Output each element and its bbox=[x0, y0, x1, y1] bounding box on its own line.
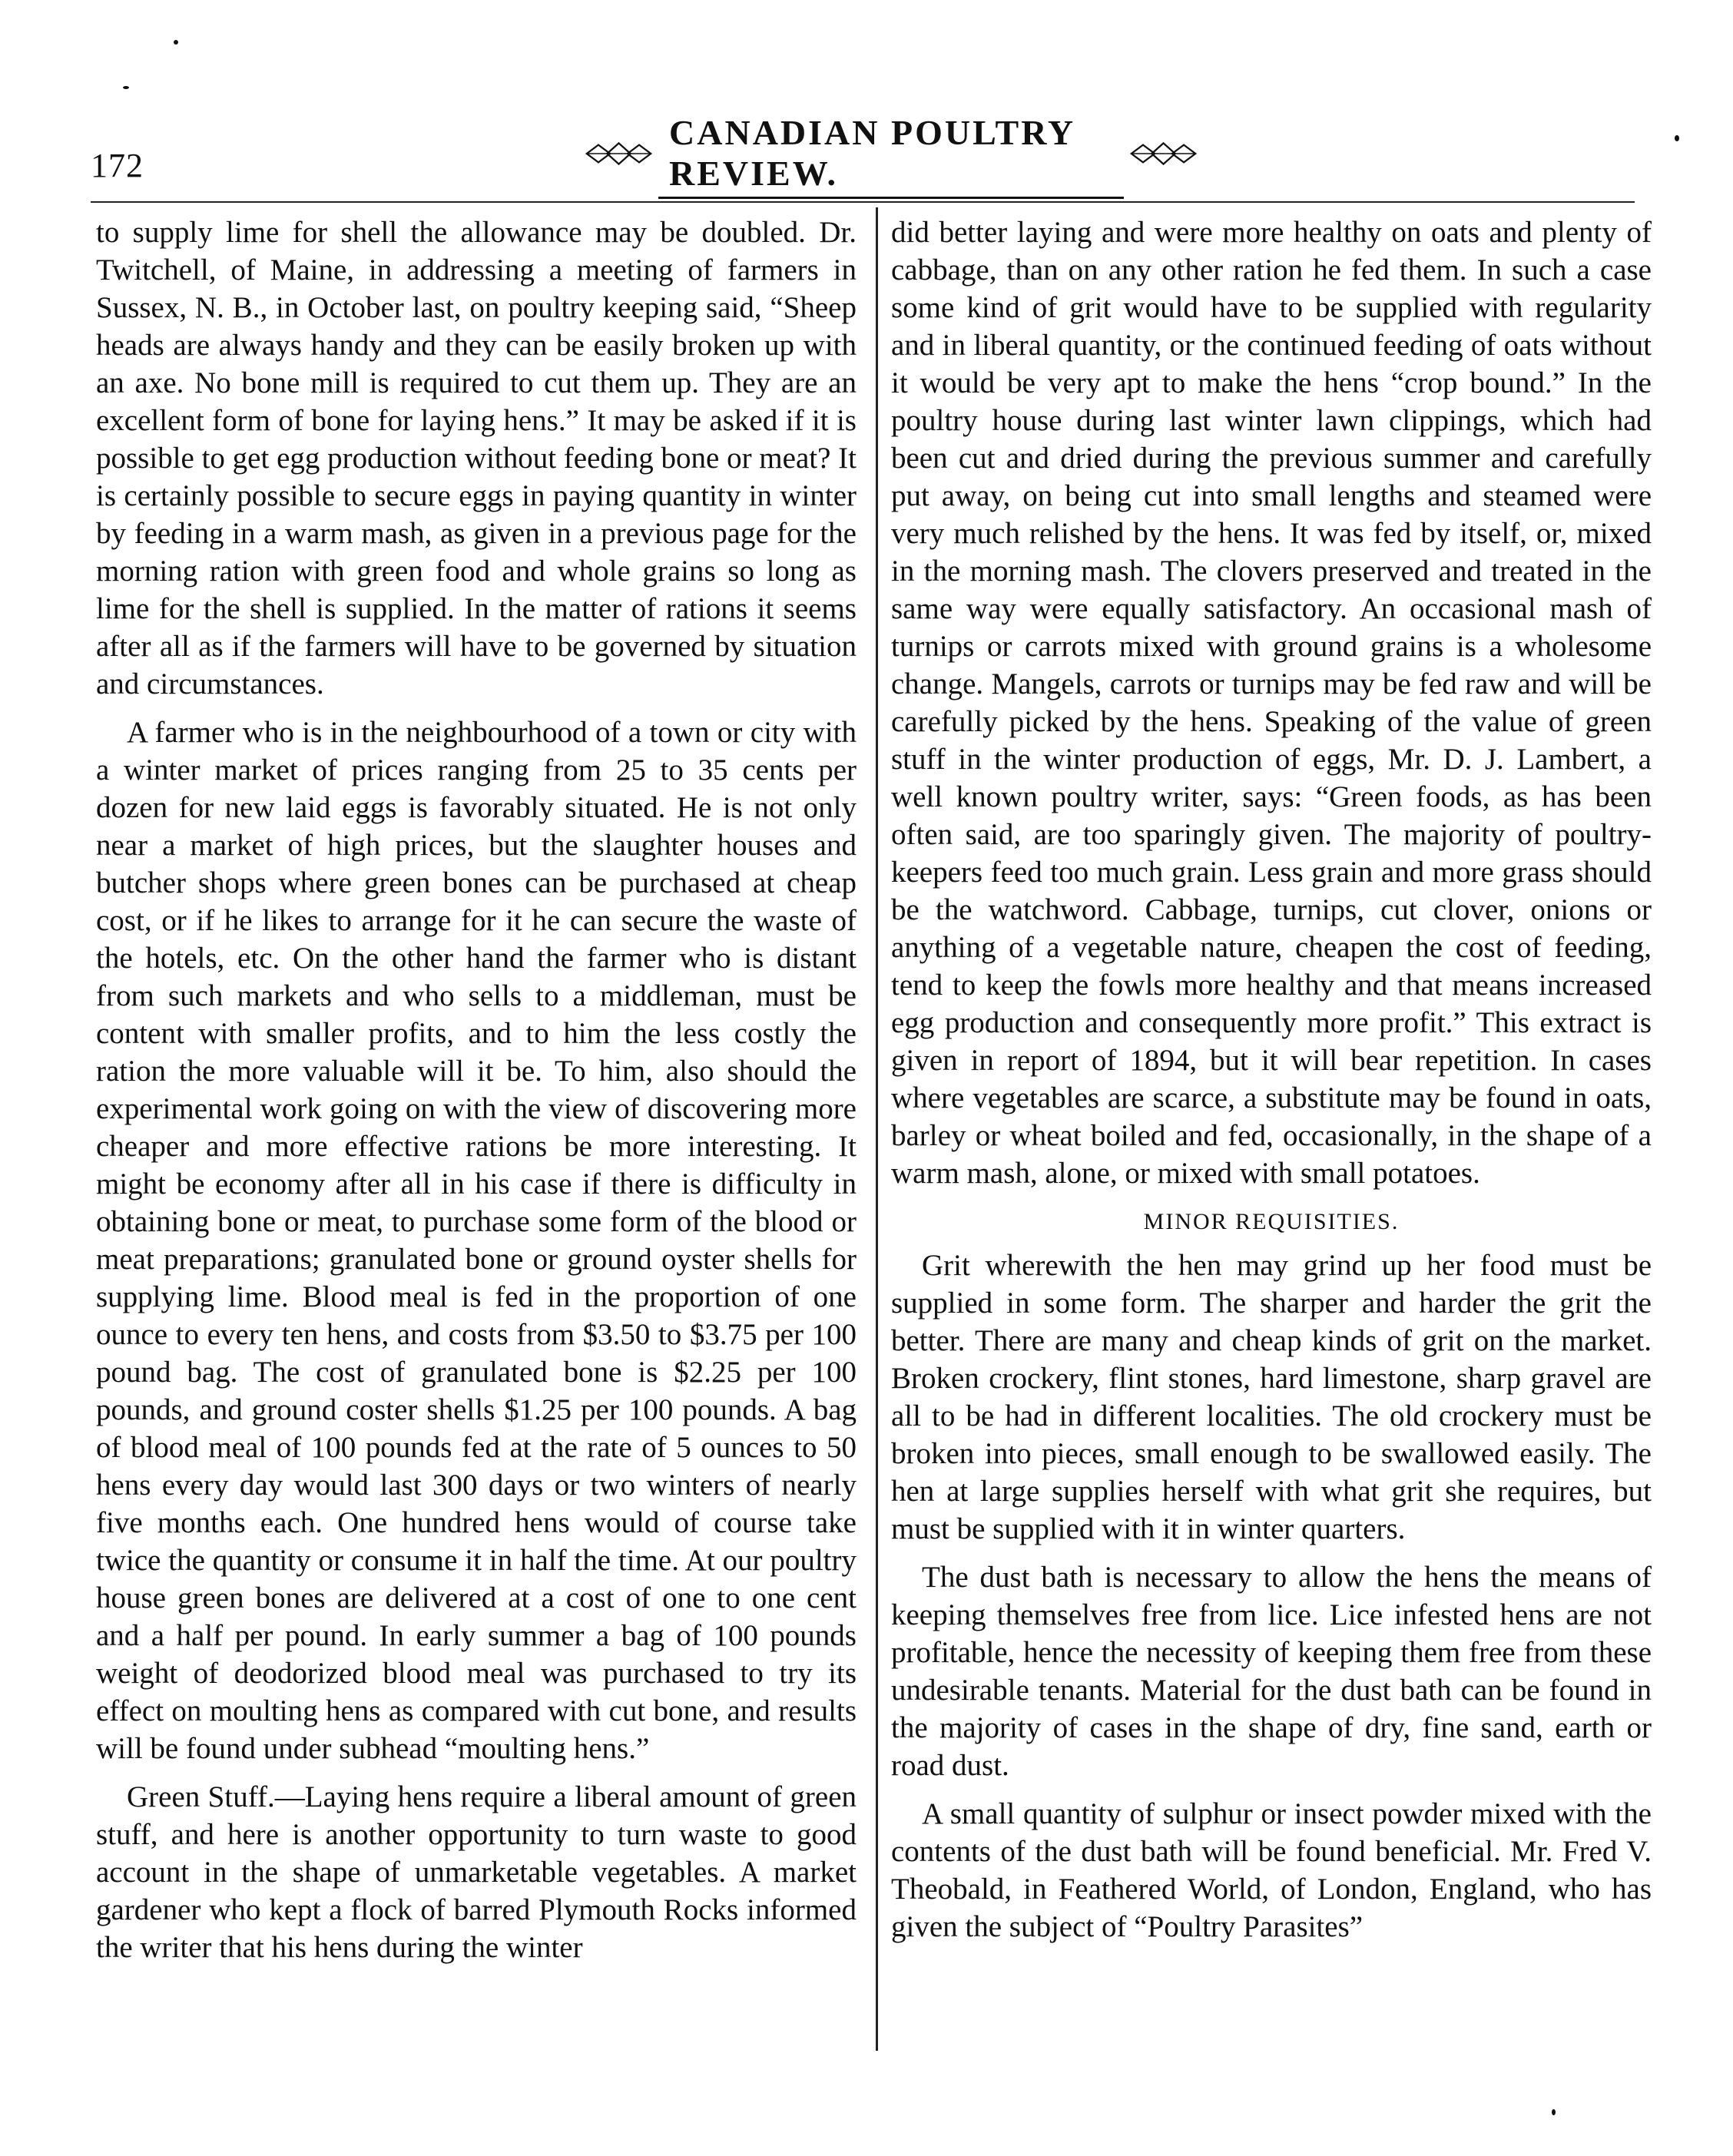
page-number: 172 bbox=[91, 147, 144, 184]
right-column bbox=[891, 214, 1652, 1956]
masthead-title: CANADIAN POULTRY REVIEW. bbox=[658, 109, 1124, 199]
right-paragraph-3: The dust bath is necessary to allow the hens the means of keeping themselves free from lice. Lice infested hens are not profitable, hence the necessity of keeping them free from these undesirable tenants. Material for the dust bath can be found in the majority of cases in the shape of dry, fine sand, earth or road dust. bbox=[891, 1561, 1652, 1782]
scan-speck bbox=[1552, 2109, 1556, 2115]
right-ornament-icon bbox=[1128, 131, 1198, 177]
header-rule bbox=[91, 201, 1635, 203]
right-paragraph-2: Grit wherewith the hen may grind up her food must be supplied in some form. The sharper and harder the grit the better. There are many and cheap kinds of grit on the market. Broken crockery, flint stones, hard limestone, sharp gravel are all to be had in different localities. The old crockery must be broken into pieces, small enough to be swallowed easily. The hen at large supplies herself with what grit she requires, but must be supplied with it in winter quarters. bbox=[891, 1249, 1652, 1545]
scan-speck bbox=[123, 86, 129, 89]
right-paragraph-4: A small quantity of sulphur or insect powder mixed with the contents of the dust bath will be found beneficial. Mr. Fred V. Theobald, in Feathered World, of London, England, who has given the subject of “Poultry Parasites” bbox=[891, 1797, 1652, 1943]
masthead bbox=[584, 112, 1198, 193]
column-divider bbox=[876, 207, 878, 2051]
right-paragraph-1: did better laying and were more healthy on oats and plenty of cabbage, than on any other ration he fed them. In such a case some kind of grit would have to be supplied with regularity and in liberal quantity, or the continued feeding of oats without it would be very apt to make the hens “crop bound.” In the poultry house during last winter lawn clippings, which had been cut and dried during the previous summer and carefully put away, on being cut into small lengths and steamed were very much relished by the hens. It was fed by itself, or, mixed in the morning mash. The clovers preserved and treated in the same way were equally satisfactory. An occasional mash of turnips or carrots mixed with ground grains is a wholesome change. Mangels, carrots or turnips may be fed raw and will be carefully picked by the hens. Speaking of the value of green stuff in the winter production of eggs, Mr. D. J. Lambert, a well known poultry writer, says: “Green foods, as has been often said, are too sparingly given. The majority of poultry-keepers feed too much grain. Less grain and more grass should be the watchword. Cabbage, turnips, cut clover, onions or anything of a vegetable nature, cheapen the cost of feeding, tend to keep the fowls more healthy and that means increased egg production and consequently more profit.” This extract is given in report of 1894, but it will bear repetition. In cases where vegetables are scarce, a substitute may be found in oats, barley or wheat boiled and fed, occasionally, in the shape of a warm mash, alone, or mixed with small potatoes. bbox=[891, 216, 1652, 1190]
left-column bbox=[96, 214, 857, 1977]
left-ornament-icon bbox=[584, 131, 654, 177]
left-paragraph-2: A farmer who is in the neighbourhood of a town or city with a winter market of prices ranging from 25 to 35 cents per dozen for new laid eggs is favorably situated. He is not only near a market of high prices, but the slaughter houses and butcher shops where green bones can be purchased at cheap cost, or if he likes to arrange for it he can secure the waste of the hotels, etc. On the other hand the farmer who is distant from such markets and who sells to a middleman, must be content with smaller profits, and to him the less costly the ration the more valuable will it be. To him, also should the experimental work going on with the view of discovering more cheaper and more effective rations be more interesting. It might be economy after all in his case if there is difficulty in obtaining bone or meat, to purchase some form of the blood or meat preparations; granulated bone or ground oyster shells for supplying lime. Blood meal is fed in the proportion of one ounce to every ten hens, and costs from $3.50 to $3.75 per 100 pound bag. The cost of granulated bone is $2.25 per 100 pounds, and ground coster shells $1.25 per 100 pounds. A bag of blood meal of 100 pounds fed at the rate of 5 ounces to 50 hens every day would last 300 days or two winters of nearly five months each. One hundred hens would of course take twice the quantity or consume it in half the time. At our poultry house green bones are delivered at a cost of one to one cent and a half per pound. In early summer a bag of 100 pounds weight of deodorized blood meal was purchased to try its effect on moulting hens as compared with cut bone, and results will be found under subhead “moulting hens.” bbox=[96, 716, 857, 1765]
left-paragraph-1: to supply lime for shell the allowance may be doubled. Dr. Twitchell, of Maine, in addressing a meeting of farmers in Sussex, N. B., in October last, on poultry keeping said, “Sheep heads are always handy and they can be easily broken up with an axe. No bone mill is required to cut them up. They are an excellent form of bone for laying hens.” It may be asked if it is possible to get egg production without feeding bone or meat? It is certainly possible to secure eggs in paying quantity in winter by feeding in a warm mash, as given in a previous page for the morning ration with green food and whole grains so long as lime for the shell is supplied. In the matter of rations it seems after all as if the farmers will have to be governed by situation and circumstances. bbox=[96, 216, 857, 700]
scan-speck bbox=[174, 40, 178, 45]
scan-speck bbox=[1675, 135, 1679, 141]
left-paragraph-3: Green Stuff.—Laying hens require a liberal amount of green stuff, and here is another opportunity to turn waste to good account in the shape of unmarketable vegetables. A market gardener who kept a flock of barred Plymouth Rocks informed the writer that his hens during the winter bbox=[96, 1780, 857, 1964]
section-subhead: MINOR REQUISITIES. bbox=[1143, 1209, 1400, 1234]
